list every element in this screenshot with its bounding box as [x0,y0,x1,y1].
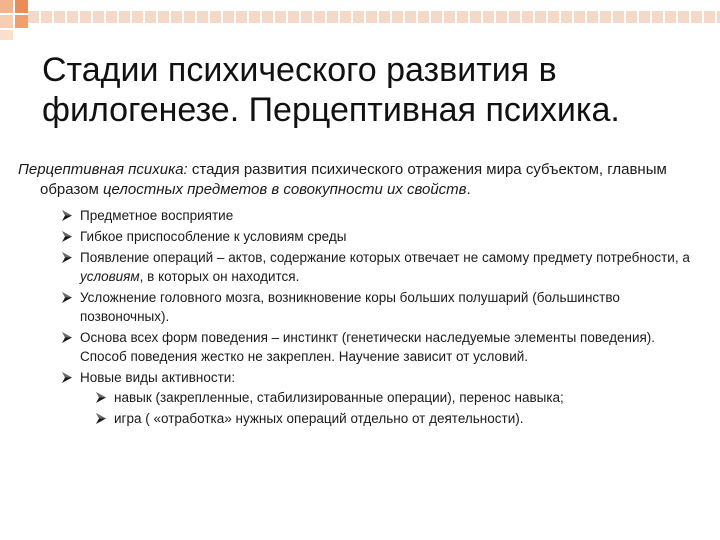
decorative-square [249,11,260,23]
decorative-square [574,11,585,23]
decorative-square [613,11,624,23]
decorative-square [600,11,611,23]
decorative-square [288,11,299,23]
decorative-square [496,11,507,23]
decorative-square [483,11,494,23]
decorative-square [379,11,390,23]
sub-list-item-text: игра ( «отработка» нужных операций отдельно от деятельности). [114,411,524,427]
list-item-text: Усложнение головного мозга, возникновение коры больших полушарий (большинство позвоночных). [80,289,620,324]
decorative-square [67,11,78,23]
decorative-square [327,11,338,23]
decorative-square [561,11,572,23]
decorative-square [509,11,520,23]
decorative-square [652,11,663,23]
decorative-square [457,11,468,23]
decorative-square [210,11,221,23]
decorative-square [28,11,39,23]
decorative-square [522,11,533,23]
decorative-square [223,11,234,23]
arrowhead-bullet-icon [62,210,72,221]
decorative-square [54,11,65,23]
arrowhead-bullet-icon [96,413,106,424]
intro-paragraph [18,160,698,200]
arrowhead-bullet-icon [62,292,72,303]
decorative-square [535,11,546,23]
decorative-square [197,11,208,23]
list-item [62,368,698,429]
intro-text-2: . [466,181,471,198]
decorative-square [665,11,676,23]
decorative-square [444,11,455,23]
arrowhead-bullet-icon [62,231,72,242]
list-item-text: Основа всех форм поведения – инстинкт (генетически наследуемые элементы поведения). Способ поведения жестко не закреплен. Научение зависит от условий. [80,329,656,365]
decorative-square [171,11,182,23]
decorative-square [431,11,442,23]
list-item [62,227,698,246]
decorative-square [301,11,312,23]
list-item [62,248,698,287]
intro-text-1: стадия развития психического отражения мира субъектом, главным образом [40,161,667,198]
sub-list-item [96,409,698,428]
decorative-square [262,11,273,23]
decorative-square [639,11,650,23]
slide-title [42,50,692,130]
list-item-emphasis: условиям [80,268,140,284]
arrowhead-bullet-icon [96,392,106,403]
decorative-square [158,11,169,23]
decorative-square [184,11,195,23]
list-item-text-after: , в которых он находится. [139,268,300,284]
list-item-text: Предметное восприятие [80,208,234,223]
decorative-square [678,11,689,23]
decorative-square [275,11,286,23]
decorative-square [405,11,416,23]
decorative-square [548,11,559,23]
decorative-square [93,11,104,23]
sub-list-item-text: навык (закрепленные, стабилизированные операции), перенос навыка; [114,390,564,406]
arrowhead-bullet-icon [62,252,72,263]
decorative-square [80,11,91,23]
decorative-square [418,11,429,23]
decorative-square [353,11,364,23]
decorative-square [691,11,702,23]
decorative-square [106,11,117,23]
decorative-square [366,11,377,23]
sub-bullet-list [80,388,698,429]
decorative-square [314,11,325,23]
decorative-square [470,11,481,23]
list-item [62,206,698,225]
slide-content [18,160,698,431]
decorative-stripe [28,11,720,23]
intro-term: Перцептивная психика: [18,161,188,178]
title-line-1: Стадии психического развития в [42,51,557,89]
decorative-square [236,11,247,23]
list-item-text: Новые виды активности: [80,369,236,385]
arrowhead-bullet-icon [62,372,72,383]
decorative-square [340,11,351,23]
intro-emphasis: целостных предметов в совокупности их свойств [102,181,467,198]
decorative-square [132,11,143,23]
corner-squares-decoration [0,0,720,40]
decorative-square [119,11,130,23]
decorative-square [392,11,403,23]
decorative-square [704,11,715,23]
decorative-square [145,11,156,23]
list-item [62,288,698,327]
list-item-text-before: Появление операций – актов, содержание которых отвечает не самому предмету потребности, а [80,249,690,265]
sub-list-item [96,388,698,407]
list-item [62,328,698,367]
decorative-square [41,11,52,23]
title-line-2: филогенезе. Перцептивная психика. [42,91,620,129]
list-item-text: Гибкое приспособление к условиям среды [80,228,347,244]
decorative-square [587,11,598,23]
arrowhead-bullet-icon [62,332,72,343]
bullet-list [18,206,698,429]
decorative-square [626,11,637,23]
